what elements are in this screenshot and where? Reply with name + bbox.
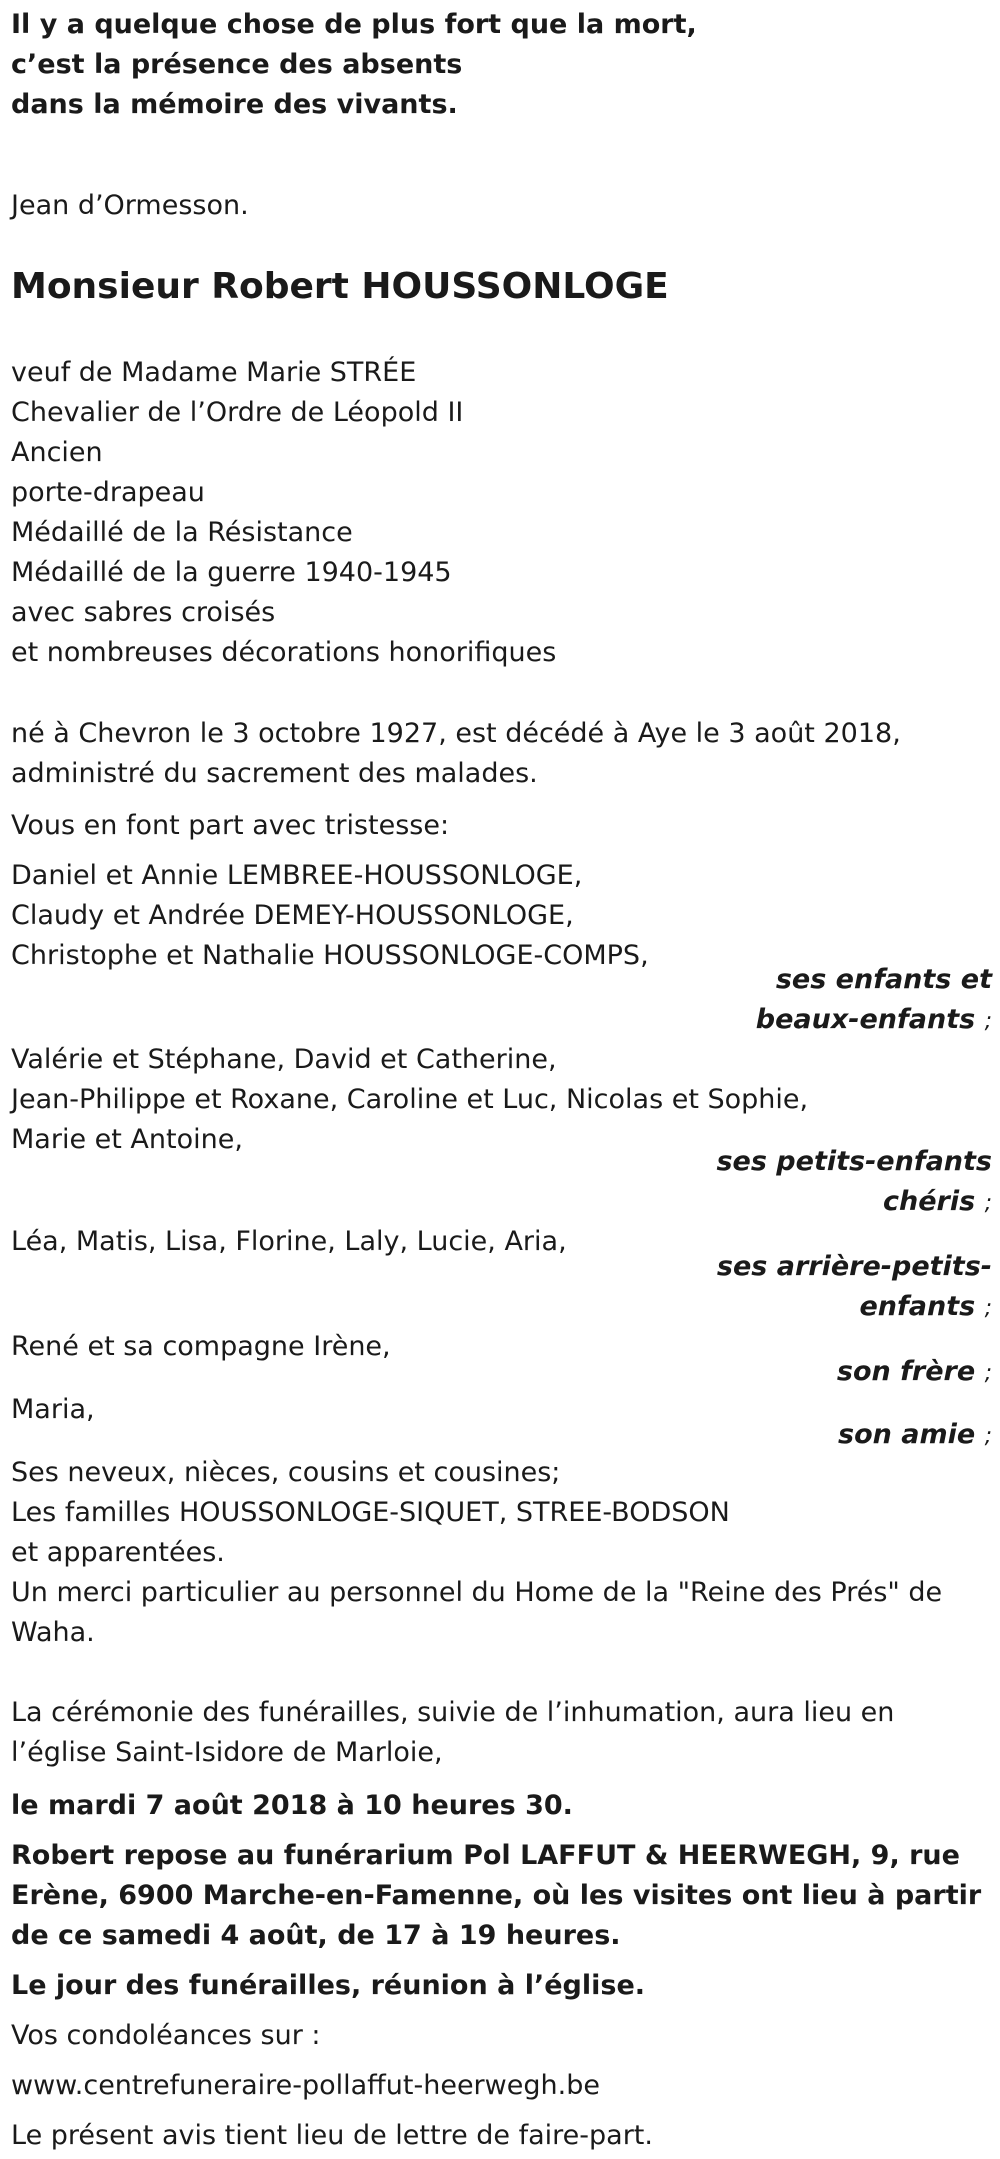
relation-children: ses enfants et beaux-enfants ; [755, 964, 992, 1035]
deceased-name: Monsieur Robert HOUSSONLOGE [11, 266, 669, 307]
condolences-url[interactable]: www.centrefuneraire-pollaffut-heerwegh.be [11, 2070, 600, 2101]
quote-line: Il y a quelque chose de plus fort que la mort, [11, 9, 697, 40]
title-line: Médaillé de la Résistance [11, 517, 353, 548]
family-name-line: Valérie et Stéphane, David et Catherine, [11, 1044, 557, 1075]
deceased-titles [11, 353, 1000, 673]
family-children [11, 856, 1000, 976]
announcement: Vous en font part avec tristesse: [11, 810, 450, 841]
quote-line: dans la mémoire des vivants. [11, 89, 458, 120]
quote-line: c’est la présence des absents [11, 49, 463, 80]
ceremony-date: le mardi 7 août 2018 à 10 heures 30. [11, 1790, 573, 1821]
family-name-line: Marie et Antoine, [11, 1124, 243, 1155]
title-line: porte-drapeau [11, 477, 205, 508]
title-line: veuf de Madame Marie STRÉE [11, 357, 417, 388]
extended-family: Ses neveux, nièces, cousins et cousines; Les familles HOUSSONLOGE-SIQUET, STREE-BODSON et apparentées. [11, 1457, 730, 1568]
title-line: et nombreuses décorations honorifiques [11, 637, 557, 668]
family-name-line: Léa, Matis, Lisa, Florine, Laly, Lucie, Aria, [11, 1226, 567, 1257]
relation-brother: son frère ; [836, 1356, 992, 1387]
title-line: Chevalier de l’Ordre de Léopold II [11, 397, 464, 428]
footer-note: Le présent avis tient lieu de lettre de faire-part. [11, 2120, 653, 2151]
ceremony-info: La cérémonie des funérailles, suivie de l’inhumation, aura lieu en l’église Saint-Isidore de Marloie, [11, 1697, 895, 1768]
title-line: Ancien [11, 437, 103, 468]
family-name-line: Claudy et Andrée DEMEY-HOUSSONLOGE, [11, 900, 574, 931]
family-name-line: Daniel et Annie LEMBREE-HOUSSONLOGE, [11, 860, 583, 891]
birth-death-info: né à Chevron le 3 octobre 1927, est décédé à Aye le 3 août 2018, administré du sacrement des malades. [11, 718, 901, 789]
family-name-line: Maria, [11, 1394, 95, 1425]
title-line: avec sabres croisés [11, 597, 276, 628]
title-line: Médaillé de la guerre 1940-1945 [11, 557, 452, 588]
thanks-note: Un merci particulier au personnel du Home de la "Reine des Prés" de Waha. [11, 1577, 943, 1648]
family-name-line: Christophe et Nathalie HOUSSONLOGE-COMPS, [11, 940, 649, 971]
family-name-line: René et sa compagne Irène, [11, 1331, 391, 1362]
relation-grandchildren: ses petits-enfants chéris ; [716, 1146, 992, 1217]
funeral-meeting: Le jour des funérailles, réunion à l’église. [11, 1970, 646, 2001]
condolences-label: Vos condoléances sur : [11, 2020, 321, 2051]
visitation-info: Robert repose au funérarium Pol LAFFUT & HEERWEGH, 9, rue Erène, 6900 Marche-en-Famenne, où les visites ont lieu à partir de ce samedi 4 août, de 17 à 19 heures. [11, 1840, 982, 1951]
family-name-line: Jean-Philippe et Roxane, Caroline et Luc, Nicolas et Sophie, [11, 1084, 809, 1115]
relation-great-grandchildren: ses arrière-petits- enfants ; [716, 1251, 992, 1322]
opening-quote [11, 5, 1000, 125]
relation-friend: son amie ; [838, 1419, 992, 1450]
quote-author: Jean d’Ormesson. [11, 190, 249, 221]
